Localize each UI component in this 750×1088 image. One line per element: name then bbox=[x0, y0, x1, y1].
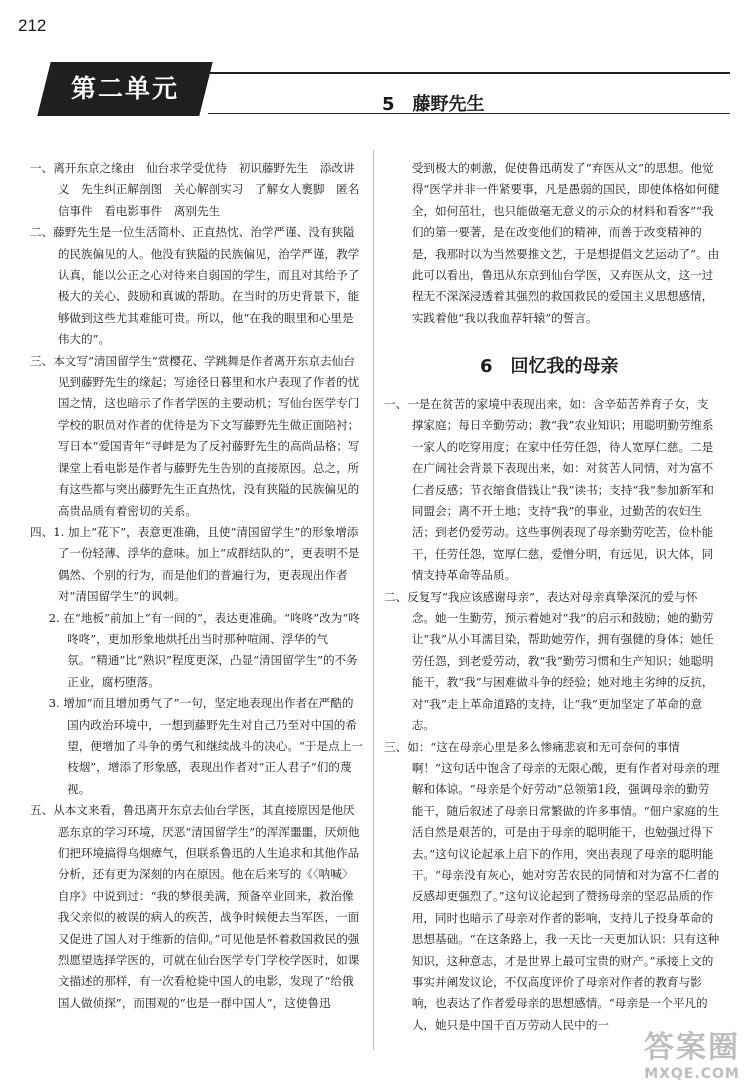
lesson5-item-3: 三、本文写“清国留学生”赏樱花、学跳舞是作者离开东京去仙台见到藤野先生的缘起；写途径日暮里和水户表现了作者的忧国之情，这也暗示了作者学医的主要动机；写仙台医学专门学校的职员对作者的优待是为下文写藤野先生做正面陪衬；写日本“爱国青年”寻衅是为了反衬藤野先生的高尚品格；写课堂上看电影是作者与藤野先生告别的直接原因。总之，所有这些都与突出藤野先生正直热忱，没有狭隘的民族偏见的高贵品质有着密切的关系。 bbox=[30, 353, 360, 518]
lesson6-item-1: 一、一是在贫苦的家境中表现出来，如：含辛茹苦养育子女，支撑家庭；每日辛勤劳动；教“我”农业知识；用聪明勤劳维系一家人的吃穿用度；在家中任劳任怨，待人宽厚仁慈。二是在广阔社会背景下表现出来，如：对贫苦人同情，对为富不仁者反感；节衣缩食借钱让“我”读书；支持“我”参加新军和同盟会；离不开土地；支持“我”的事业，过勤苦的农妇生活；到老仍爱劳动。这些事例表现了母亲勤劳吃苦，俭朴能干，任劳任怨，宽厚仁慈，爱憎分明，有远见，识大体，同情支持革命等品质。 bbox=[384, 397, 714, 583]
lesson5-item-2: 二、藤野先生是一位生活简朴、正直热忱、治学严谨、没有狭隘的民族偏见的人。他没有狭隘的民族偏见，治学严谨，教学认真，能以公正之心对待来自弱国的学生，而且对其给予了极大的关心、鼓励和真诚的帮助。在当时的历史背景下，能够做到这些尤其难能可贵。所以，他“在我的眼里和心里是伟大的”。 bbox=[30, 225, 360, 347]
lesson5-item-1: 一、离开东京之缘由 仙台求学受优待 初识藤野先生 添改讲义 先生纠正解剖图 关心解剖实习 了解女人裹脚 匿名信事件 看电影事件 离别先生 bbox=[30, 161, 360, 218]
lesson5-title: 5 藤野先生 bbox=[382, 94, 485, 115]
lesson6-title: 6 回忆我的母亲 bbox=[480, 356, 619, 377]
right-column-lesson6 bbox=[384, 394, 720, 1036]
lesson5-item-4-3: 3. 增加“而且增加勇气了”一句，坚定地表现出作者在严酷的国内政治环境中，一想到藤野先生对自己乃至对中国的希望，便增加了斗争的勇气和继续战斗的决心。“于是点上一枝烟”，增添了形象感，表现出作者对“正人君子”们的蔑视。 bbox=[48, 696, 363, 796]
lesson6-item-3: 三、如：“这在母亲心里是多么惨痛悲哀和无可奈何的事情啊！”这句话中饱含了母亲的无限心酸，更有作者对母亲的理解和体谅。“母亲是个好劳动”总领第1段，强调母亲的勤劳能干，随后叙述了母亲日常繁做的许多事情。“佃户家庭的生活自然是艰苦的，可是由于母亲的聪明能干，也勉强过得下去。”这句议论起承上启下的作用，突出表现了母亲的聪明能干。“母亲没有灰心，她对穷苦农民的同情和对为富不仁者的反感却更强烈了。”这句议论起到了赞扬母亲的坚忍品质的作用，同时也暗示了母亲对作者的影响，支持儿子投身革命的思想基础。“在这条路上，我一天比一天更加认识：只有这种知识，这种意志，才是世界上最可宝贵的财产。”承接上文的事实并阐发议论，不仅高度评价了母亲对作者的教育与影响，也表达了作者爱母亲的思想感情。“母亲是一个平凡的人，她只是中国千百万劳动人民中的一 bbox=[384, 739, 720, 1032]
unit-title: 第二单元 bbox=[70, 74, 179, 103]
header-rule-top bbox=[208, 72, 730, 74]
column-divider bbox=[373, 150, 374, 1050]
right-column bbox=[384, 158, 720, 329]
watermark-line1: 答案圈 bbox=[644, 1030, 740, 1065]
lesson5-item-4-1: 四、1. 加上“花下”，表意更准确，且使“清国留学生”的形象增添了一份轻薄、浮华的意味。加上“成群结队的”，更表明不是偶然、个别的行为，而是他们的普遍行为，更表现出作者对“清国留学生”的讽刺。 bbox=[30, 524, 360, 604]
unit-banner bbox=[37, 62, 212, 116]
watermark bbox=[644, 1022, 740, 1082]
lesson5-item-5-continued: 受到极大的刺激，促使鲁迅萌发了“弃医从文”的思想。他觉得“医学并非一件紧要事，凡是愚弱的国民，即使体格如何健全，如何茁壮，也只能做毫无意义的示众的材料和看客”“我们的第一要著，是在改变他们的精神，而善于改变精神的是，我那时以为当然要推文艺，于是想提倡文艺运动了”。由此可以看出，鲁迅从东京到仙台学医，又弃医从文，这一过程无不深深浸透着其强烈的救国救民的爱国主义思想感情，实践着他“我以我血荐轩辕”的誓言。 bbox=[411, 161, 720, 325]
lesson5-item-4-2: 2. 在“地板”前加上“有一间的”，表达更准确。“咚咚”改为“咚咚咚”，更加形象地烘托出当时那种喧闹、浮华的气氛。“精通”比“熟识”程度更深，凸显“清国留学生”的不务正业，腐朽堕落。 bbox=[48, 610, 360, 689]
page-number: 212 bbox=[18, 16, 47, 35]
watermark-line2: MXQE.COM bbox=[644, 1066, 740, 1082]
lesson5-item-5: 五、从本文来看，鲁迅离开东京去仙台学医，其直接原因是他厌恶东京的学习环境，厌恶“清国留学生”的浑浑噩噩，厌烦他们把环境搞得乌烟瘴气，但联系鲁迅的人生追求和其他作品分析，还有更为深刻的内在原因。他在后来写的《〈呐喊〉自序》中说到过：“我的梦很美满，预备卒业回来，救治像我父亲似的被误的病人的疾苦，战争时候便去当军医，一面又促进了国人对于维新的信仰。”可见他是怀着救国救民的强烈愿望选择学医的，可就在仙台医学专门学校学医时，如课文描述的那样，有一次看枪毙中国人的电影，发现了“给俄国人做侦探”，而围观的“也是一群中国人”，这使鲁迅 bbox=[30, 803, 360, 1010]
left-column bbox=[30, 158, 364, 1014]
lesson6-item-2: 二、反复写“我应该感谢母亲”，表达对母亲真挚深沉的爱与怀念。她一生勤劳，预示着她对“我”的启示和鼓励；她的勤劳让“我”从小耳濡目染，帮助她劳作，拥有强健的身体；她任劳任怨，到老爱劳动，教“我”勤劳习惯和生产知识；她聪明能干，教“我”与困难做斗争的经验；她对地主劣绅的反抗，对“我”走上革命道路的支持，让“我”更加坚定了革命的意志。 bbox=[384, 589, 714, 733]
